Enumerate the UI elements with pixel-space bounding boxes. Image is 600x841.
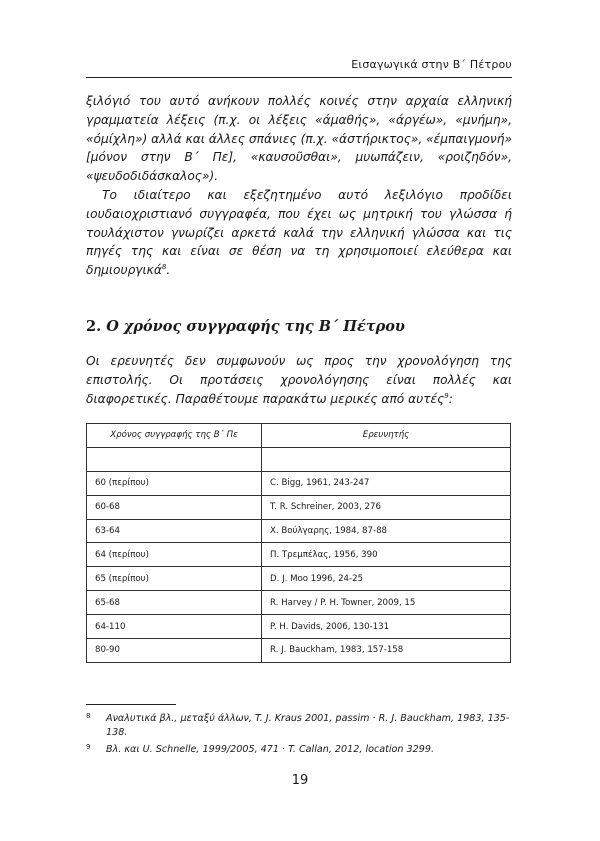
footnote-mark: 8 xyxy=(86,712,91,720)
table-cell-researcher: Χ. Βούλγαρης, 1984, 87-88 xyxy=(262,519,511,543)
table-row xyxy=(87,519,511,543)
footnote-text: Βλ. και U. Schnelle, 1999/2005, 471 · T. Callan, 2012, location 3299. xyxy=(106,744,435,755)
table-cell-date: 64-110 xyxy=(87,615,262,639)
table-row xyxy=(87,639,511,663)
table-header-row xyxy=(87,424,511,448)
running-head xyxy=(0,56,600,76)
body-text-top xyxy=(86,92,512,280)
table-row xyxy=(87,615,511,639)
paragraph-1: ξιλόγιό του αυτό ανήκουν πολλές κοινές στην αρχαία ελληνική γραμματεία λέξεις (π.χ. οι λέξεις «άμαθής», «άργέω», «μνήμη», «όμίχλη») αλλά και άλλες σπάνιες (π.χ. «άστήρικτος», «έμπαιγμονή» [μόνον στην Β΄ Πε], «καυσοῦσθαι», μυωπάζειν, «ροιζηδόν», «ψευδοδιδάσκαλος»). xyxy=(86,94,512,184)
paragraph-3-text: Οι ερευνητές δεν συμφωνούν ως προς την χρονολόγηση της επιστολής. Οι προτάσεις χρονολόγησης είναι πολλές και διαφορετικές. Παραθέτουμε παρακάτω μερικές από αυτές xyxy=(86,354,512,406)
table-row xyxy=(87,543,511,567)
table-cell-date: 60-68 xyxy=(87,495,262,519)
footnote-9 xyxy=(86,743,512,757)
table-cell-date: 64 (περίπου) xyxy=(87,543,262,567)
footnote-ref-9[interactable]: 9 xyxy=(444,391,449,400)
table-cell-researcher: P. H. Davids, 2006, 130-131 xyxy=(262,615,511,639)
table-cell-researcher: D. J. Moo 1996, 24-25 xyxy=(262,567,511,591)
table-cell-researcher: R. Harvey / P. H. Towner, 2009, 15 xyxy=(262,591,511,615)
paragraph-3: Οι ερευνητές δεν συμφωνούν ως προς την χρονολόγηση της επιστολής. Οι προτάσεις χρονολόγησης είναι πολλές και διαφορετικές. Παραθέτουμε παρακάτω μερικές από αυτές$^9$: xyxy=(86,354,512,406)
dating-table xyxy=(86,423,511,663)
table-cell-researcher: Π. Τρεμπέλας, 1956, 390 xyxy=(262,543,511,567)
body-text-middle xyxy=(86,352,512,408)
paragraph-2-text: Το ιδιαίτερο και εξεζητημένο αυτό λεξιλόγιο προδίδει ιουδαιοχριστιανό συγγραφέα, που έχει ως μητρική του γλώσσα ή τουλάχιστον γνωρίζει αρκετά καλά την ελληνική γλώσσα και τις πηγές της και είναι σε θέση να τη χρησιμοποιεί ελεύθερα και δημιουργικά xyxy=(86,187,512,278)
footnote-8 xyxy=(86,712,512,740)
table-cell-researcher: R. J. Bauckham, 1983, 157-158 xyxy=(262,639,511,663)
table-cell-researcher xyxy=(262,447,511,471)
table-cell-date: 80-90 xyxy=(87,639,262,663)
table-header-date: Χρόνος συγγραφής της Β΄ Πε xyxy=(87,424,262,448)
table-cell-date: 63-64 xyxy=(87,519,262,543)
footnote-text: Αναλυτικά βλ., μεταξύ άλλων, T. J. Kraus 2001, passim · R. J. Bauckham, 1983, 135-138. xyxy=(106,713,510,738)
table-cell-date: 65-68 xyxy=(87,591,262,615)
table-cell-date: 60 (περίπου) xyxy=(87,471,262,495)
paragraph-2: Το ιδιαίτερο και εξεζητημένο αυτό λεξιλόγιο προδίδει ιουδαιοχριστιανό συγγραφέα, που έχει ως μητρική του γλώσσα ή τουλάχιστον γνωρίζει αρκετά καλά την ελληνική γλώσσα και τις πηγές της και είναι σε θέση να τη χρησιμοποιεί ελεύθερα και δημιουργικά$^8$. xyxy=(86,187,512,278)
running-head-title: Εισαγωγικά στην Β΄ Πέτρου xyxy=(351,58,512,71)
table-header-researcher: Ερευνητής xyxy=(262,424,511,448)
section-heading-text: Ο χρόνος συγγραφής της Β΄ Πέτρου xyxy=(106,318,405,335)
page-number: 19 xyxy=(291,773,309,788)
table-row xyxy=(87,567,511,591)
footnote-ref-8[interactable]: 8 xyxy=(161,263,167,272)
table-row xyxy=(87,591,511,615)
table-cell-researcher: T. R. Schreiner, 2003, 276 xyxy=(262,495,511,519)
table-cell-date xyxy=(87,447,262,471)
section-heading-number: 2. xyxy=(86,318,102,335)
table-cell-date: 65 (περίπου) xyxy=(87,567,262,591)
table-cell-researcher: C. Bigg, 1961, 243-247 xyxy=(262,471,511,495)
footnote-rule xyxy=(86,704,176,705)
header-rule xyxy=(86,77,512,78)
section-heading xyxy=(86,318,512,335)
table-row xyxy=(87,471,511,495)
table-row xyxy=(87,495,511,519)
footnote-mark: 9 xyxy=(86,743,91,751)
table-row xyxy=(87,447,511,471)
